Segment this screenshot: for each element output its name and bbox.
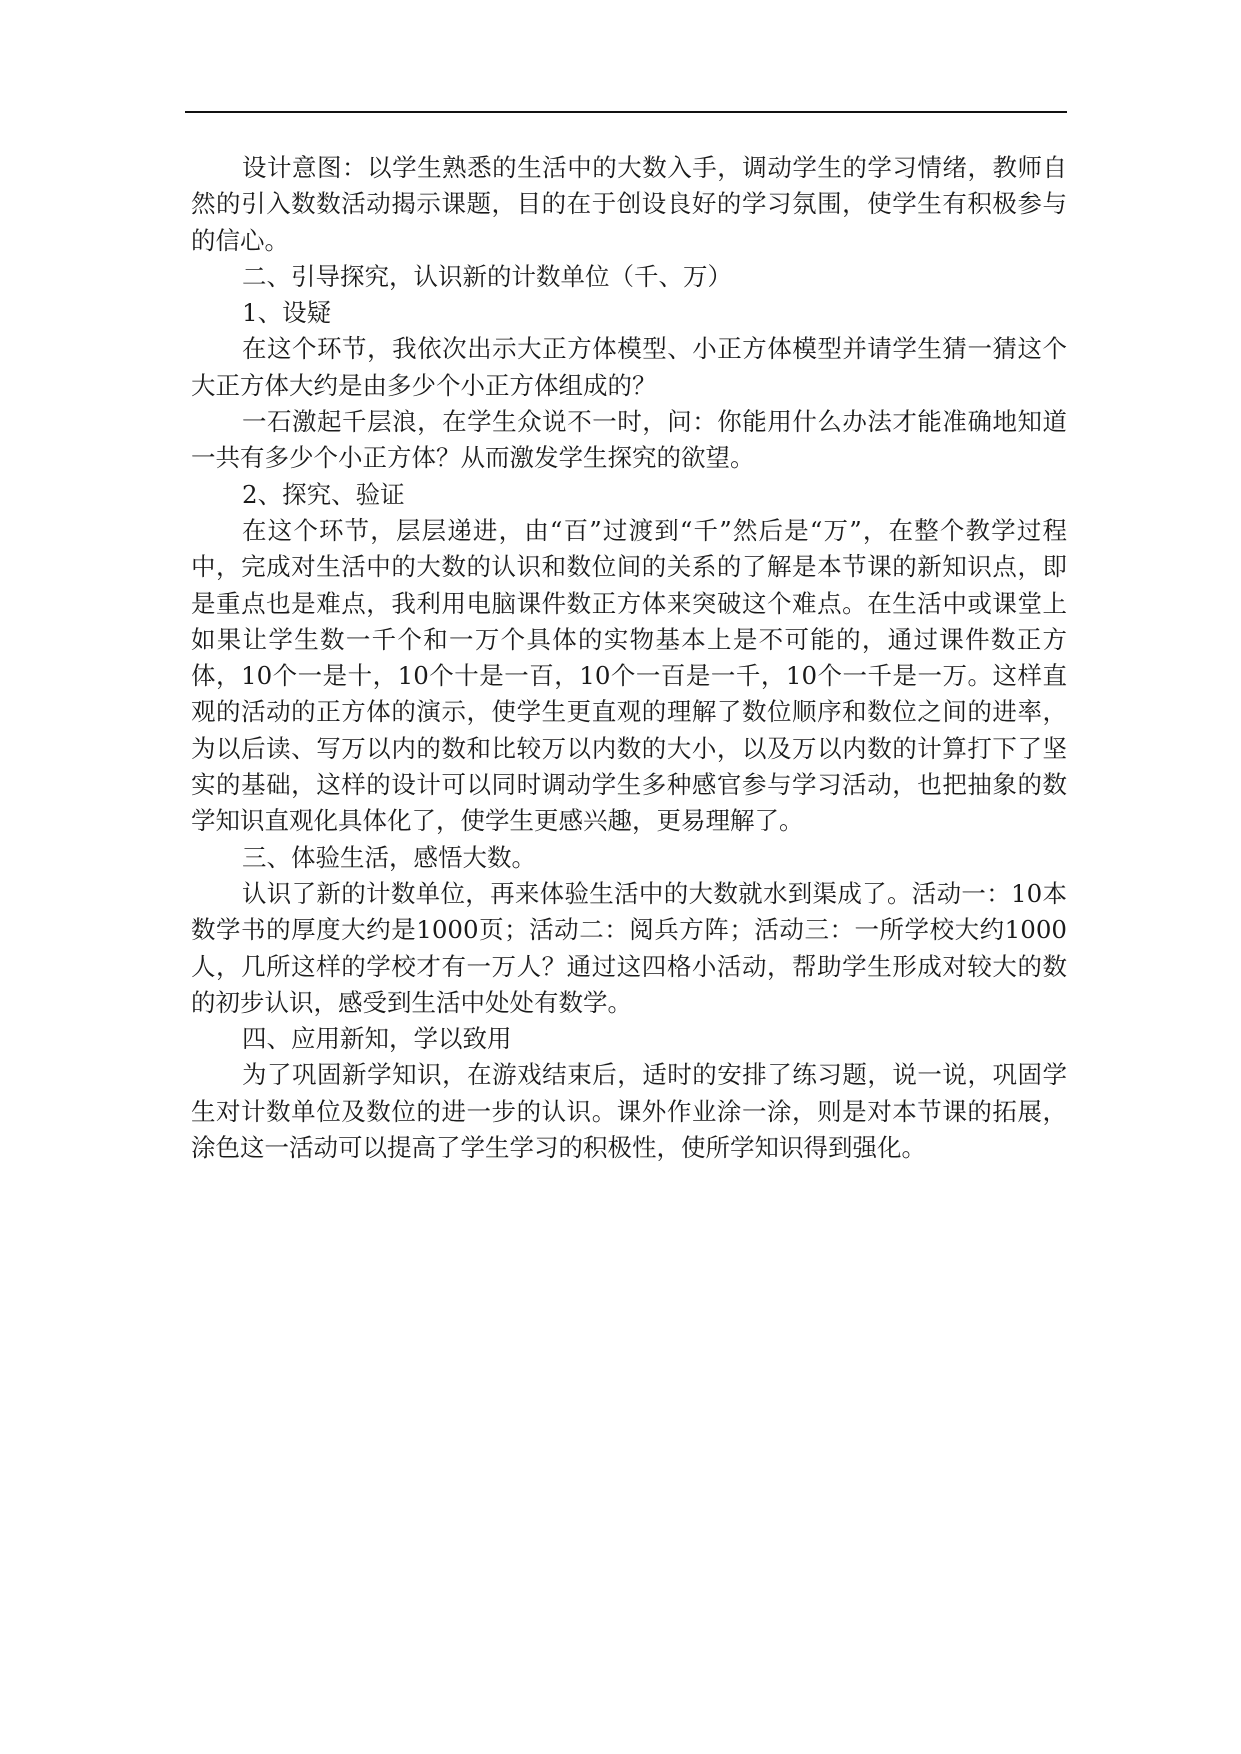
paragraph-2-2: 在这个环节，层层递进，由“百”过渡到“千”然后是“万”，在整个教学过程中，完成对生活中的大数的认识和数位间的关系的了解是本节课的新知识点，即是重点也是难点，我利用电脑课件数正方体来突破这个难点。在生活中或课堂上如果让学生数一千个和一万个具体的实物基本上是不可能的，通过课件数正方体，10个一是十，10个十是一百，10个一百是一千，10个一千是一万。这样直观的活动的正方体的演示，使学生更直观的理解了数位顺序和数位之间的进率，为以后读、写万以内的数和比较万以内数的大小，以及万以内数的计算打下了坚实的基础，这样的设计可以同时调动学生多种感官参与学习活动，也把抽象的数学知识直观化具体化了，使学生更感兴趣，更易理解了。 <box>191 515 1067 836</box>
document-body <box>191 150 1067 1166</box>
paragraph-4: 为了巩固新学知识，在游戏结束后，适时的安排了练习题，说一说，巩固学生对计数单位及数位的进一步的认识。课外作业涂一涂，则是对本节课的拓展，涂色这一活动可以提高了学生学习的积极性，使所学知识得到强化。 <box>191 1060 1067 1163</box>
heading-section-4: 四、应用新知，学以致用 <box>242 1024 512 1054</box>
subheading-2-1: 1、设疑 <box>242 298 332 328</box>
header-rule <box>185 111 1067 113</box>
paragraph-2-1-b: 一石激起千层浪，在学生众说不一时，问：你能用什么办法才能准确地知道一共有多少个小正方体？从而激发学生探究的欲望。 <box>191 407 1067 473</box>
subheading-2-2: 2、探究、验证 <box>242 479 405 509</box>
paragraph-2-1-a: 在这个环节，我依次出示大正方体模型、小正方体模型并请学生猜一猜这个大正方体大约是由多少个小正方体组成的？ <box>191 334 1067 400</box>
heading-section-3: 三、体验生活，感悟大数。 <box>242 842 536 872</box>
paragraph-3: 认识了新的计数单位，再来体验生活中的大数就水到渠成了。活动一：10本数学书的厚度大约是1000页；活动二：阅兵方阵；活动三：一所学校大约1000人，几所这样的学校才有一万人？通过这四格小活动，帮助学生形成对较大的数的初步认识，感受到生活中处处有数学。 <box>191 878 1067 1017</box>
heading-section-2: 二、引导探究，认识新的计数单位（千、万） <box>242 261 732 291</box>
paragraph-design-intent: 设计意图：以学生熟悉的生活中的大数入手，调动学生的学习情绪，教师自然的引入数数活动揭示课题，目的在于创设良好的学习氛围，使学生有积极参与的信心。 <box>191 153 1067 255</box>
